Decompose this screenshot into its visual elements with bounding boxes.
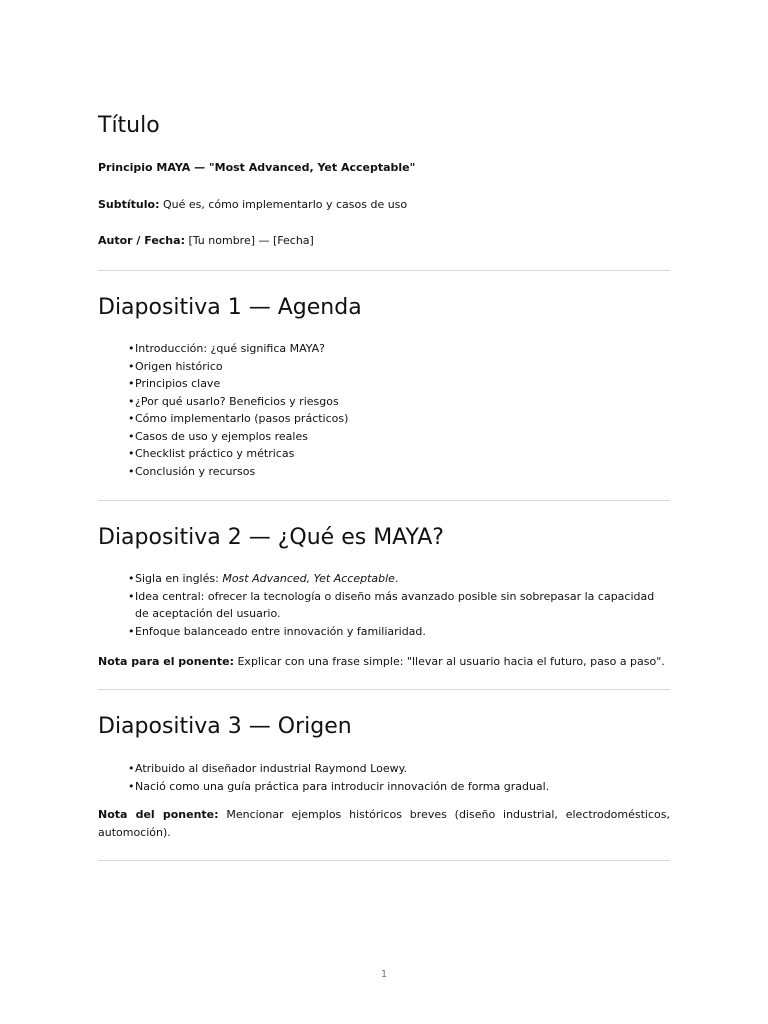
divider	[98, 860, 670, 861]
note-text: Explicar con una frase simple: "llevar al usuario hacia el futuro, paso a paso".	[233, 655, 665, 668]
list-item: • Enfoque balanceado entre innovación y familiaridad.	[128, 623, 670, 641]
subtitle-line	[98, 196, 670, 214]
slide1-heading: Diapositiva 1 — Agenda	[98, 295, 362, 320]
subtitle-value: Qué es, cómo implementarlo y casos de uso	[159, 198, 408, 211]
list-item: • Nació como una guía práctica para introducir innovación de forma gradual.	[128, 778, 670, 796]
list-item: • Origen histórico	[128, 358, 670, 376]
list-item: • Casos de uso y ejemplos reales	[128, 428, 670, 446]
list-item: • Conclusión y recursos	[128, 463, 670, 481]
divider	[98, 689, 670, 690]
item-suffix: .	[394, 572, 399, 585]
divider	[98, 500, 670, 501]
speaker-note	[98, 806, 670, 841]
list-item: • Cómo implementarlo (pasos prácticos)	[128, 410, 670, 428]
list-item: • Atribuido al diseñador industrial Raymond Loewy.	[128, 760, 670, 778]
divider	[98, 270, 670, 271]
note-text: Mencionar ejemplos históricos breves (diseño industrial, electrodomésticos, automoción).	[98, 808, 670, 839]
page-number: 1	[380, 969, 388, 980]
list-item: • ¿Por qué usarlo? Beneficios y riesgos	[128, 393, 670, 411]
cover-heading: Título	[98, 113, 160, 138]
note-label: Nota para el ponente:	[98, 655, 234, 668]
slide2-heading: Diapositiva 2 — ¿Qué es MAYA?	[98, 525, 444, 550]
list-item: • Idea central: ofrecer la tecnología o diseño más avanzado posible sin sobrepasar la capacidad de aceptación del usuario.	[128, 588, 670, 623]
author-label: Autor / Fecha:	[98, 234, 185, 247]
main-title: Principio MAYA — "Most Advanced, Yet Acceptable"	[98, 161, 416, 174]
author-value: [Tu nombre] — [Fecha]	[184, 234, 314, 247]
definition-list	[98, 570, 670, 640]
list-item	[128, 570, 670, 588]
list-item: • Introducción: ¿qué significa MAYA?	[128, 340, 670, 358]
item-prefix: Sigla en inglés:	[135, 572, 223, 585]
list-item: • Checklist práctico y métricas	[128, 445, 670, 463]
note-label: Nota del ponente:	[98, 808, 219, 821]
author-line	[98, 232, 670, 250]
speaker-note	[98, 653, 670, 671]
origin-list	[98, 760, 670, 795]
list-item: • Principios clave	[128, 375, 670, 393]
acronym-expansion: Most Advanced, Yet Acceptable	[222, 572, 395, 585]
agenda-list	[98, 340, 670, 480]
slide3-heading: Diapositiva 3 — Origen	[98, 714, 352, 739]
subtitle-label: Subtítulo:	[98, 198, 160, 211]
